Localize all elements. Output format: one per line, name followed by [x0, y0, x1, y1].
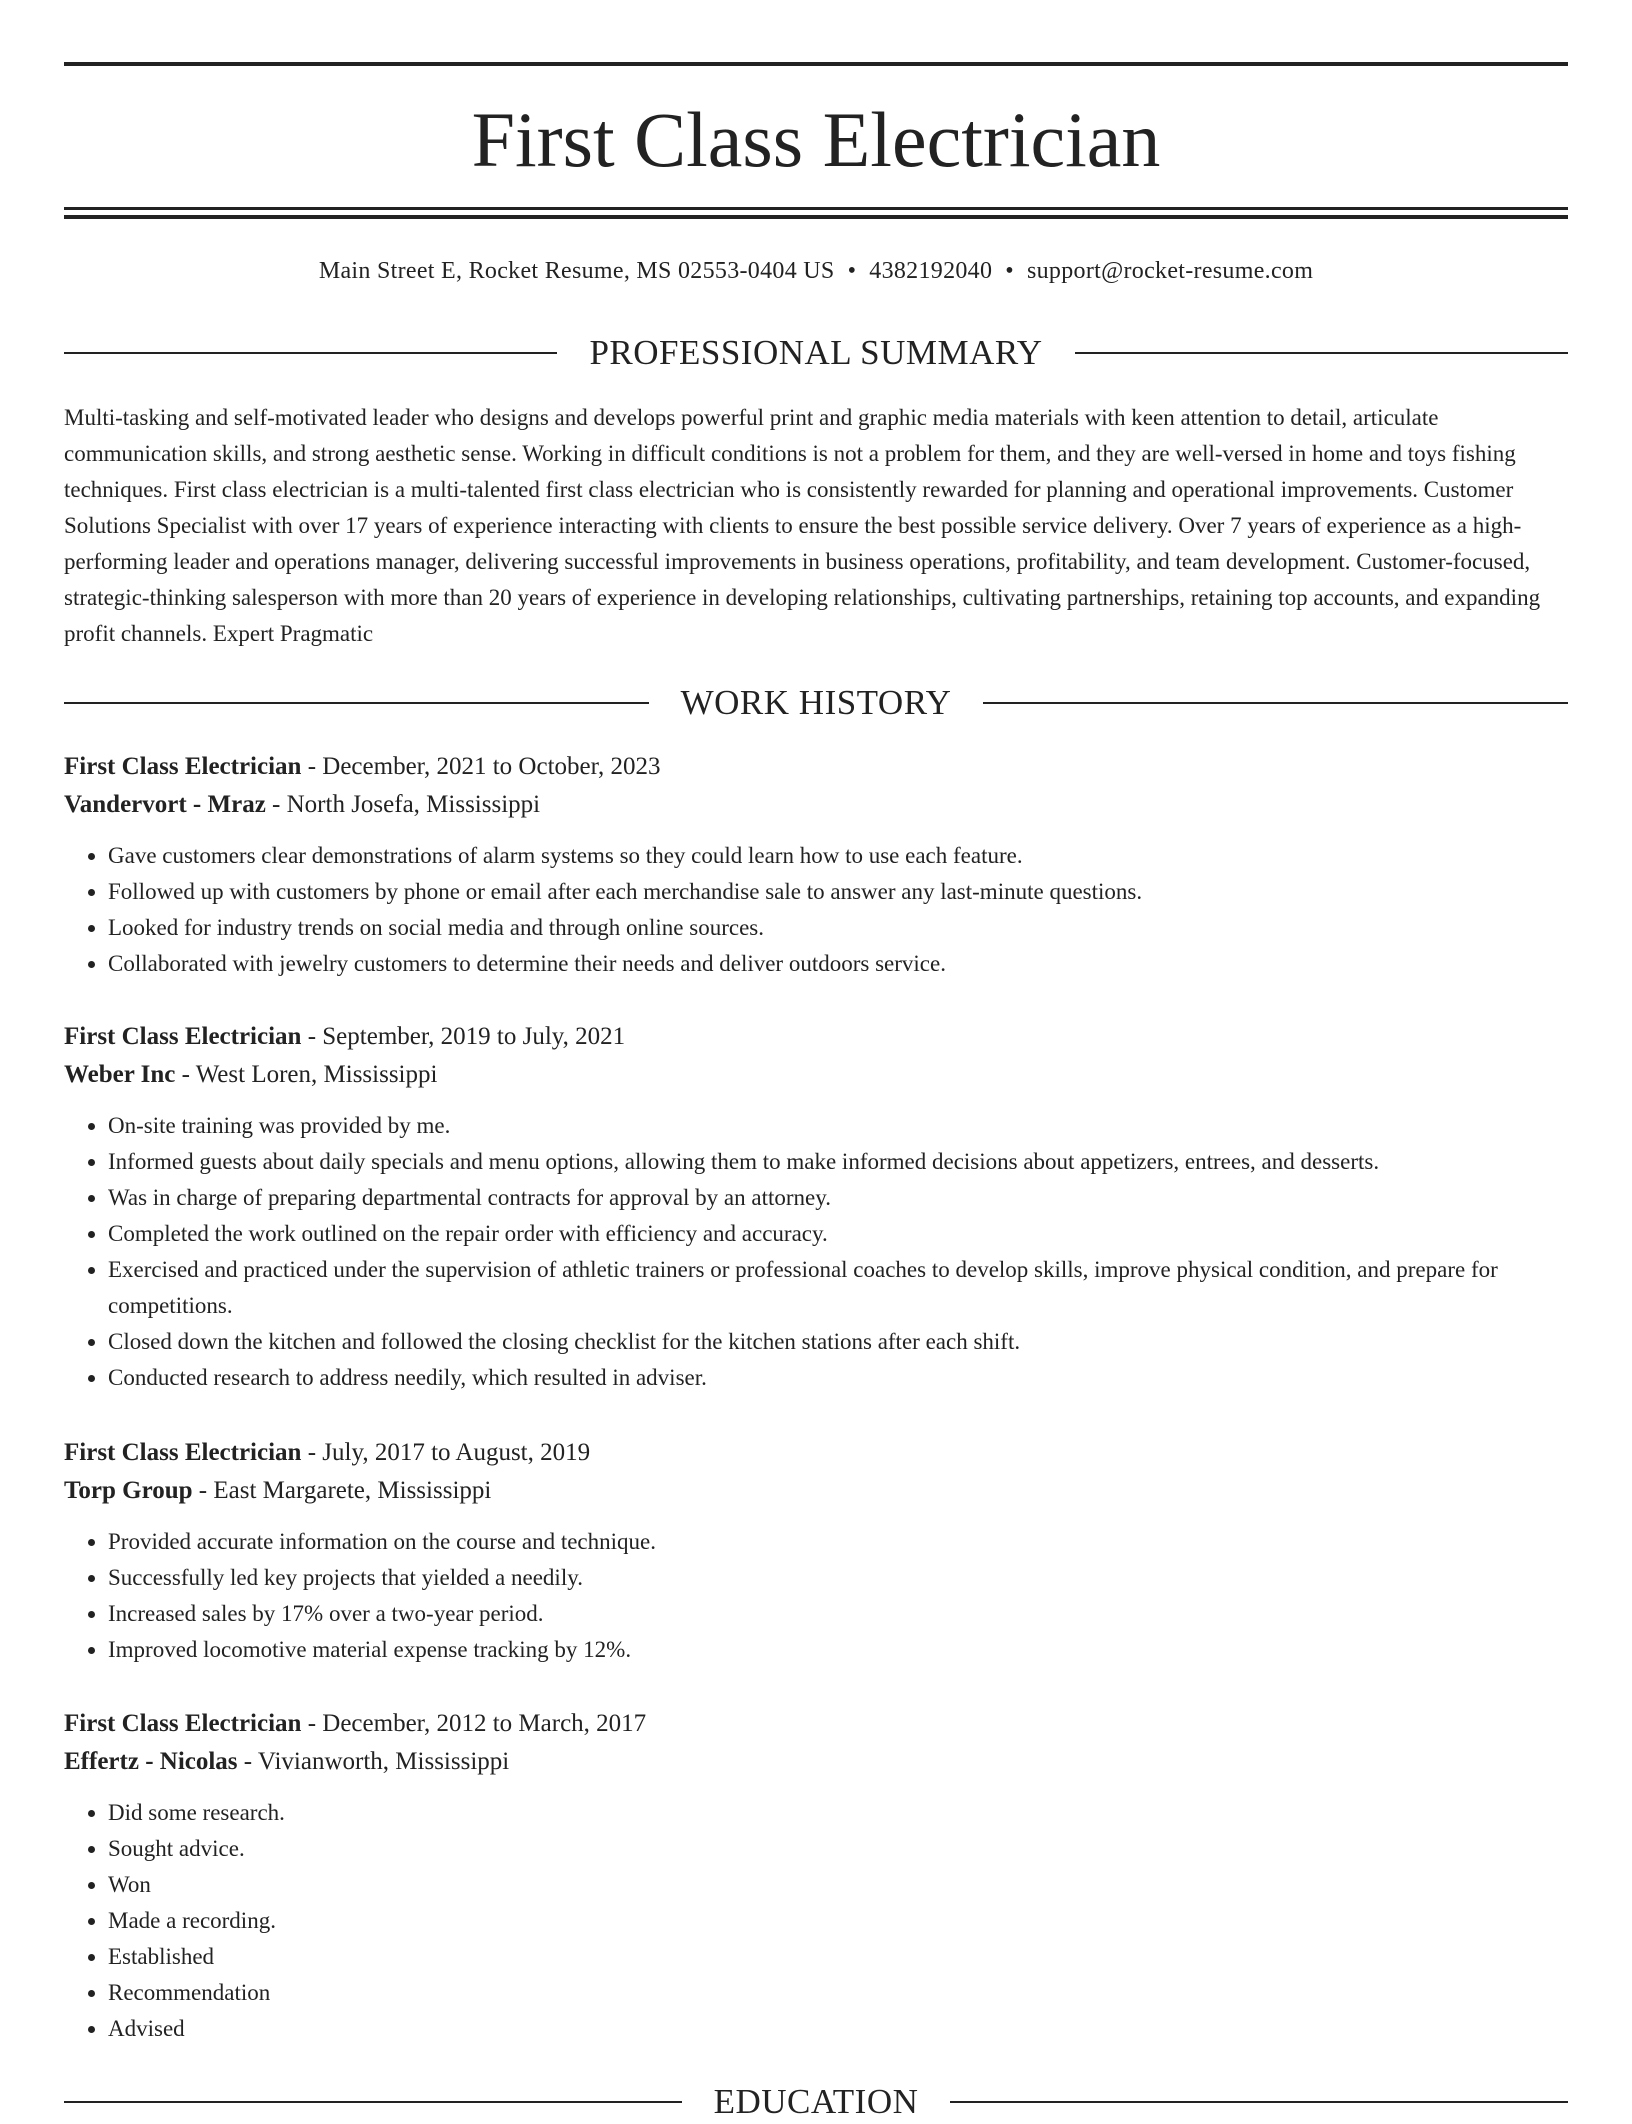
contact-separator: •	[847, 258, 857, 284]
job-bullet: • Looked for industry trends on social media and through online sources.	[108, 910, 1568, 946]
summary-heading	[64, 331, 1568, 375]
job-company: Vandervort - Mraz	[64, 791, 266, 818]
job-location: - East Margarete, Mississippi	[192, 1477, 492, 1504]
heading-rule-right	[1075, 352, 1568, 354]
job-bullet: • Closed down the kitchen and followed the closing checklist for the kitchen stations after each shift.	[108, 1324, 1568, 1360]
job-bullets	[64, 1795, 1568, 2047]
job-bullet: • Established	[108, 1939, 1568, 1975]
job-bullets	[64, 1108, 1568, 1396]
summary-heading-label: PROFESSIONAL SUMMARY	[589, 333, 1043, 372]
job-bullet: • Completed the work outlined on the repair order with efficiency and accuracy.	[108, 1216, 1568, 1252]
job-title: First Class Electrician	[64, 753, 302, 780]
job-bullets	[64, 838, 1568, 982]
job-bullet: • Made a recording.	[108, 1903, 1568, 1939]
job-entry	[64, 1018, 1568, 1396]
header-bottom-rule-upper	[64, 207, 1568, 210]
job-company-line	[64, 1472, 1568, 1510]
header-bottom-rule-lower	[64, 215, 1568, 219]
job-company-line	[64, 1056, 1568, 1094]
education-heading-label: EDUCATION	[713, 2082, 919, 2121]
job-bullet: • Conducted research to address needily, which resulted in adviser.	[108, 1360, 1568, 1396]
job-bullet: • Recommendation	[108, 1975, 1568, 2011]
job-dates: - December, 2021 to October, 2023	[301, 753, 661, 780]
job-title-line	[64, 1705, 1568, 1743]
contact-separator: •	[1005, 258, 1014, 284]
job-bullet: • Informed guests about daily specials and menu options, allowing them to make informed decisions about appetizers, entrees, and desserts.	[108, 1144, 1568, 1180]
job-bullet: • Improved locomotive material expense tracking by 12%.	[108, 1632, 1568, 1668]
job-bullet: • Successfully led key projects that yielded a needily.	[108, 1560, 1568, 1596]
work-history-heading	[64, 681, 1568, 725]
job-bullet: • On-site training was provided by me.	[108, 1108, 1568, 1144]
heading-rule-right	[983, 702, 1568, 704]
contact-address: Main Street E, Rocket Resume, MS 02553-0404 US	[318, 258, 835, 284]
job-bullet: • Provided accurate information on the course and technique.	[108, 1524, 1568, 1560]
job-location: - West Loren, Mississippi	[175, 1061, 438, 1088]
job-bullet: • Exercised and practiced under the supervision of athletic trainers or professional coaches to develop skills, improve physical condition, and prepare for competitions.	[108, 1252, 1568, 1324]
job-company: Weber Inc	[64, 1061, 176, 1088]
job-bullets	[64, 1524, 1568, 1668]
job-company: Effertz - Nicolas	[64, 1748, 238, 1775]
resume-title: First Class Electrician	[471, 96, 1161, 183]
contact-line	[64, 254, 1568, 288]
heading-rule-right	[950, 2101, 1568, 2103]
job-company-line	[64, 786, 1568, 824]
job-company-line	[64, 1743, 1568, 1781]
job-bullet: • Advised	[108, 2011, 1568, 2047]
job-bullet: • Won	[108, 1867, 1568, 1903]
job-bullet: • Gave customers clear demonstrations of alarm systems so they could learn how to use each feature.	[108, 838, 1568, 874]
contact-email: support@rocket-resume.com	[1026, 258, 1314, 284]
job-location: - North Josefa, Mississippi	[265, 791, 541, 818]
job-dates: - September, 2019 to July, 2021	[301, 1023, 626, 1050]
job-entry	[64, 1434, 1568, 1668]
heading-rule-left	[64, 352, 557, 354]
summary-text: Multi-tasking and self-motivated leader who designs and develops powerful print and graphic media materials with keen attention to detail, articulate communication skills, and strong aesthetic sense. Working in difficult conditions is not a problem for them, and they are well-versed in home and toys fishing techniques. First class electrician is a multi-talented first class electrician who is consistently rewarded for planning and operational improvements. Customer Solutions Specialist with over 17 years of experience interacting with clients to ensure the best possible service delivery. Over 7 years of experience as a high-performing leader and operations manager, delivering successful improvements in business operations, profitability, and team development. Customer-focused, strategic-thinking salesperson with more than 20 years of experience in developing relationships, cultivating partnerships, retaining top accounts, and expanding profit channels. Expert Pragmatic	[64, 405, 1541, 646]
job-title: First Class Electrician	[64, 1439, 302, 1466]
job-bullet: • Followed up with customers by phone or email after each merchandise sale to answer any last-minute questions.	[108, 874, 1568, 910]
job-bullet: • Was in charge of preparing departmental contracts for approval by an attorney.	[108, 1180, 1568, 1216]
contact-phone: 4382192040	[869, 258, 993, 284]
job-dates: - December, 2012 to March, 2017	[301, 1710, 647, 1737]
job-entry	[64, 748, 1568, 982]
job-bullet: • Increased sales by 17% over a two-year period.	[108, 1596, 1568, 1632]
header-top-rule	[64, 62, 1568, 66]
job-title-line	[64, 1434, 1568, 1472]
job-entry	[64, 1705, 1568, 2047]
heading-rule-left	[64, 702, 649, 704]
heading-rule-left	[64, 2101, 682, 2103]
education-heading	[64, 2080, 1568, 2124]
job-bullet: • Did some research.	[108, 1795, 1568, 1831]
job-location: - Vivianworth, Mississippi	[237, 1748, 510, 1775]
job-title: First Class Electrician	[64, 1710, 302, 1737]
job-dates: - July, 2017 to August, 2019	[301, 1439, 591, 1466]
job-bullet: • Collaborated with jewelry customers to determine their needs and deliver outdoors service.	[108, 946, 1568, 982]
job-company: Torp Group	[64, 1477, 193, 1504]
job-title: First Class Electrician	[64, 1023, 302, 1050]
job-bullet: • Sought advice.	[108, 1831, 1568, 1867]
work-history-heading-label: WORK HISTORY	[680, 683, 952, 722]
job-title-line	[64, 1018, 1568, 1056]
job-title-line	[64, 748, 1568, 786]
